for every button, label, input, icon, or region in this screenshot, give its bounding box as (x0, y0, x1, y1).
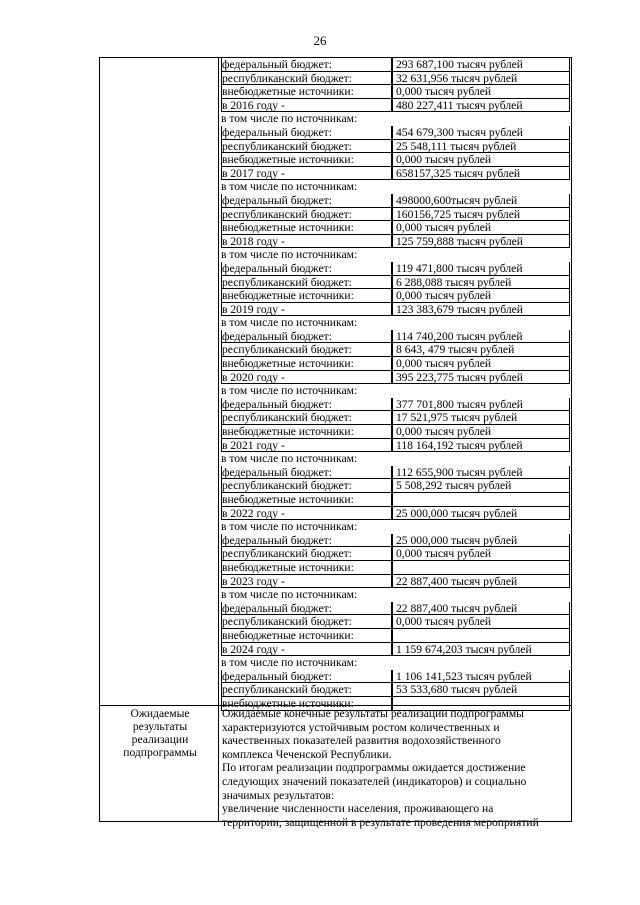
budget-row-value (392, 629, 570, 643)
budget-row (219, 493, 571, 507)
budget-row-value: 22 887,400 тысяч рублей (392, 575, 570, 589)
budget-row-label: федеральный бюджет: (221, 330, 392, 344)
budget-row-value: 1 106 141,523 тысяч рублей (392, 670, 570, 684)
budget-row-value: 114 740,200 тысяч рублей (392, 330, 570, 344)
budget-row-label: в 2018 году - (221, 235, 392, 249)
budget-row (219, 330, 571, 344)
results-text-line: По итогам реализации подпрограммы ожидается достижение (222, 761, 526, 775)
budget-row (219, 58, 571, 72)
budget-row (219, 561, 571, 575)
budget-row (219, 466, 571, 480)
budget-row (219, 452, 571, 466)
budget-row (219, 248, 571, 262)
budget-row-label: в 2016 году - (221, 99, 392, 113)
budget-row-value: 112 655,900 тысяч рублей (392, 466, 570, 480)
budget-row-value: 0,000 тысяч рублей (392, 425, 570, 439)
budget-row (219, 507, 571, 521)
budget-row (219, 398, 571, 412)
budget-row (219, 99, 571, 113)
budget-row-value: 125 759,888 тысяч рублей (392, 235, 570, 249)
budget-row-label: в том числе по источникам: (221, 452, 358, 466)
budget-row-label: республиканский бюджет: (221, 547, 392, 561)
budget-row-label: федеральный бюджет: (221, 126, 392, 140)
results-text-line: качественных показателей развития водохозяйственного (222, 734, 501, 748)
budget-row (219, 289, 571, 303)
budget-row-value: 658157,325 тысяч рублей (392, 167, 570, 181)
budget-row-value: 8 643, 479 тысяч рублей (392, 343, 570, 357)
budget-row-value: 498000,600тысяч рублей (392, 194, 570, 208)
budget-row-label: республиканский бюджет: (221, 615, 392, 629)
budget-row-value: 0,000 тысяч рублей (392, 221, 570, 235)
budget-row-label: внебюджетные источники: (221, 85, 392, 99)
budget-row (219, 235, 571, 249)
budget-row (219, 126, 571, 140)
budget-row-label: в том числе по источникам: (221, 248, 358, 262)
budget-row (219, 643, 571, 657)
results-label-line: реализации (131, 733, 189, 746)
budget-row-label: внебюджетные источники: (221, 357, 392, 371)
budget-row (219, 72, 571, 86)
budget-row (219, 112, 571, 126)
budget-row-label: республиканский бюджет: (221, 479, 392, 493)
budget-row-value: 25 000,000 тысяч рублей (392, 534, 570, 548)
budget-row-label: в 2022 году - (221, 507, 392, 521)
budget-row (219, 534, 571, 548)
results-label-line: подпрограммы (123, 746, 197, 759)
budget-row (219, 357, 571, 371)
budget-row-label: в 2023 году - (221, 575, 392, 589)
budget-row (219, 411, 571, 425)
budget-row-value: 160156,725 тысяч рублей (392, 208, 570, 222)
budget-row-value: 0,000 тысяч рублей (392, 85, 570, 99)
budget-row-value: 53 533,680 тысяч рублей (392, 683, 570, 697)
budget-row-value: 32 631,956 тысяч рублей (392, 72, 570, 86)
budget-row-label: в 2019 году - (221, 303, 392, 317)
results-text-line: Ожидаемые конечные результаты реализации подпрограммы (222, 707, 524, 720)
budget-row (219, 167, 571, 181)
budget-row (219, 140, 571, 154)
budget-row-label: федеральный бюджет: (221, 466, 392, 480)
results-text-line: характеризуются устойчивым ростом количественных и (222, 720, 500, 734)
budget-row-value: 6 288,088 тысяч рублей (392, 276, 570, 290)
budget-row-value: 22 887,400 тысяч рублей (392, 602, 570, 616)
budget-row (219, 425, 571, 439)
budget-row (219, 180, 571, 194)
budget-row-label: федеральный бюджет: (221, 194, 392, 208)
budget-row-value: 119 471,800 тысяч рублей (392, 262, 570, 276)
budget-row-label: республиканский бюджет: (221, 140, 392, 154)
budget-row (219, 316, 571, 330)
results-text-line: территории, защищенной в результате проведения мероприятий (222, 815, 539, 829)
results-label-line: результаты (132, 720, 188, 733)
results-text-line: увеличение численности населения, проживающего на (222, 802, 494, 816)
budget-row-label: в том числе по источникам: (221, 316, 358, 330)
budget-row-value (392, 561, 570, 575)
budget-row-value: 0,000 тысяч рублей (392, 289, 570, 303)
budget-row-label: федеральный бюджет: (221, 398, 392, 412)
budget-row-label: республиканский бюджет: (221, 208, 392, 222)
budget-row-value: 480 227,411 тысяч рублей (392, 99, 570, 113)
budget-row (219, 262, 571, 276)
results-label (104, 707, 216, 759)
budget-row (219, 208, 571, 222)
budget-row (219, 153, 571, 167)
results-text-line: комплекса Чеченской Республики. (222, 747, 392, 761)
budget-row-value (392, 493, 570, 507)
budget-row (219, 371, 571, 385)
results-label-line: Ожидаемые (130, 707, 190, 720)
budget-row-label: федеральный бюджет: (221, 670, 392, 684)
budget-row (219, 439, 571, 453)
budget-row-value: 0,000 тысяч рублей (392, 357, 570, 371)
budget-row (219, 615, 571, 629)
budget-row-value: 118 164,192 тысяч рублей (392, 439, 570, 453)
budget-row (219, 303, 571, 317)
budget-row (219, 629, 571, 643)
budget-row-value: 293 687,100 тысяч рублей (392, 58, 570, 72)
budget-row-label: в том числе по источникам: (221, 112, 358, 126)
results-text (222, 707, 572, 829)
budget-row-label: республиканский бюджет: (221, 343, 392, 357)
budget-row-label: федеральный бюджет: (221, 602, 392, 616)
budget-row (219, 276, 571, 290)
budget-row-value: 377 701,800 тысяч рублей (392, 398, 570, 412)
budget-row (219, 575, 571, 589)
budget-row-value: 0,000 тысяч рублей (392, 153, 570, 167)
budget-row-value: 123 383,679 тысяч рублей (392, 303, 570, 317)
budget-row (219, 479, 571, 493)
budget-row-label: в 2020 году - (221, 371, 392, 385)
budget-row-label: республиканский бюджет: (221, 683, 392, 697)
budget-row-label: в том числе по источникам: (221, 520, 358, 534)
budget-row-label: внебюджетные источники: (221, 289, 392, 303)
budget-row-label: республиканский бюджет: (221, 72, 392, 86)
budget-row (219, 656, 571, 670)
budget-row (219, 221, 571, 235)
budget-row-value: 25 000,000 тысяч рублей (392, 507, 570, 521)
budget-row-value: 1 159 674,203 тысяч рублей (392, 643, 570, 657)
budget-row (219, 520, 571, 534)
budget-row (219, 194, 571, 208)
results-text-line: следующих значений показателей (индикаторов) и социально (222, 774, 527, 788)
budget-row-label: внебюджетные источники: (221, 153, 392, 167)
budget-row-label: в 2017 году - (221, 167, 392, 181)
budget-row-label: внебюджетные источники: (221, 221, 392, 235)
budget-row-label: в том числе по источникам: (221, 656, 358, 670)
budget-row-label: в 2021 году - (221, 439, 392, 453)
budget-row-label: республиканский бюджет: (221, 276, 392, 290)
budget-row-value: 0,000 тысяч рублей (392, 547, 570, 561)
budget-row-value: 0,000 тысяч рублей (392, 615, 570, 629)
budget-row-label: федеральный бюджет: (221, 534, 392, 548)
budget-row-value: 395 223,775 тысяч рублей (392, 371, 570, 385)
budget-row-label: внебюджетные источники: (221, 629, 392, 643)
budget-row-label: федеральный бюджет: (221, 262, 392, 276)
budget-row (219, 602, 571, 616)
budget-row-label: в том числе по источникам: (221, 180, 358, 194)
budget-row-value: 17 521,975 тысяч рублей (392, 411, 570, 425)
page-number: 26 (313, 33, 327, 48)
budget-row (219, 343, 571, 357)
budget-row-label: в том числе по источникам: (221, 384, 358, 398)
budget-row (219, 384, 571, 398)
budget-row-value: 25 548,111 тысяч рублей (392, 140, 570, 154)
budget-row-label: внебюджетные источники: (221, 493, 392, 507)
budget-row-value: 5 508,292 тысяч рублей (392, 479, 570, 493)
budget-row (219, 547, 571, 561)
budget-row (219, 670, 571, 684)
budget-row (219, 683, 571, 697)
budget-row-value: 454 679,300 тысяч рублей (392, 126, 570, 140)
budget-row (219, 588, 571, 602)
budget-row-label: в том числе по источникам: (221, 588, 358, 602)
budget-row (219, 85, 571, 99)
budget-row-label: федеральный бюджет: (221, 58, 392, 72)
budget-row-label: в 2024 году - (221, 643, 392, 657)
budget-row-label: внебюджетные источники: (221, 697, 392, 711)
results-text-line: значимых результатов: (222, 788, 335, 802)
budget-row-label: республиканский бюджет: (221, 411, 392, 425)
budget-rows (219, 58, 571, 711)
budget-row-label: внебюджетные источники: (221, 561, 392, 575)
budget-row-label: внебюджетные источники: (221, 425, 392, 439)
